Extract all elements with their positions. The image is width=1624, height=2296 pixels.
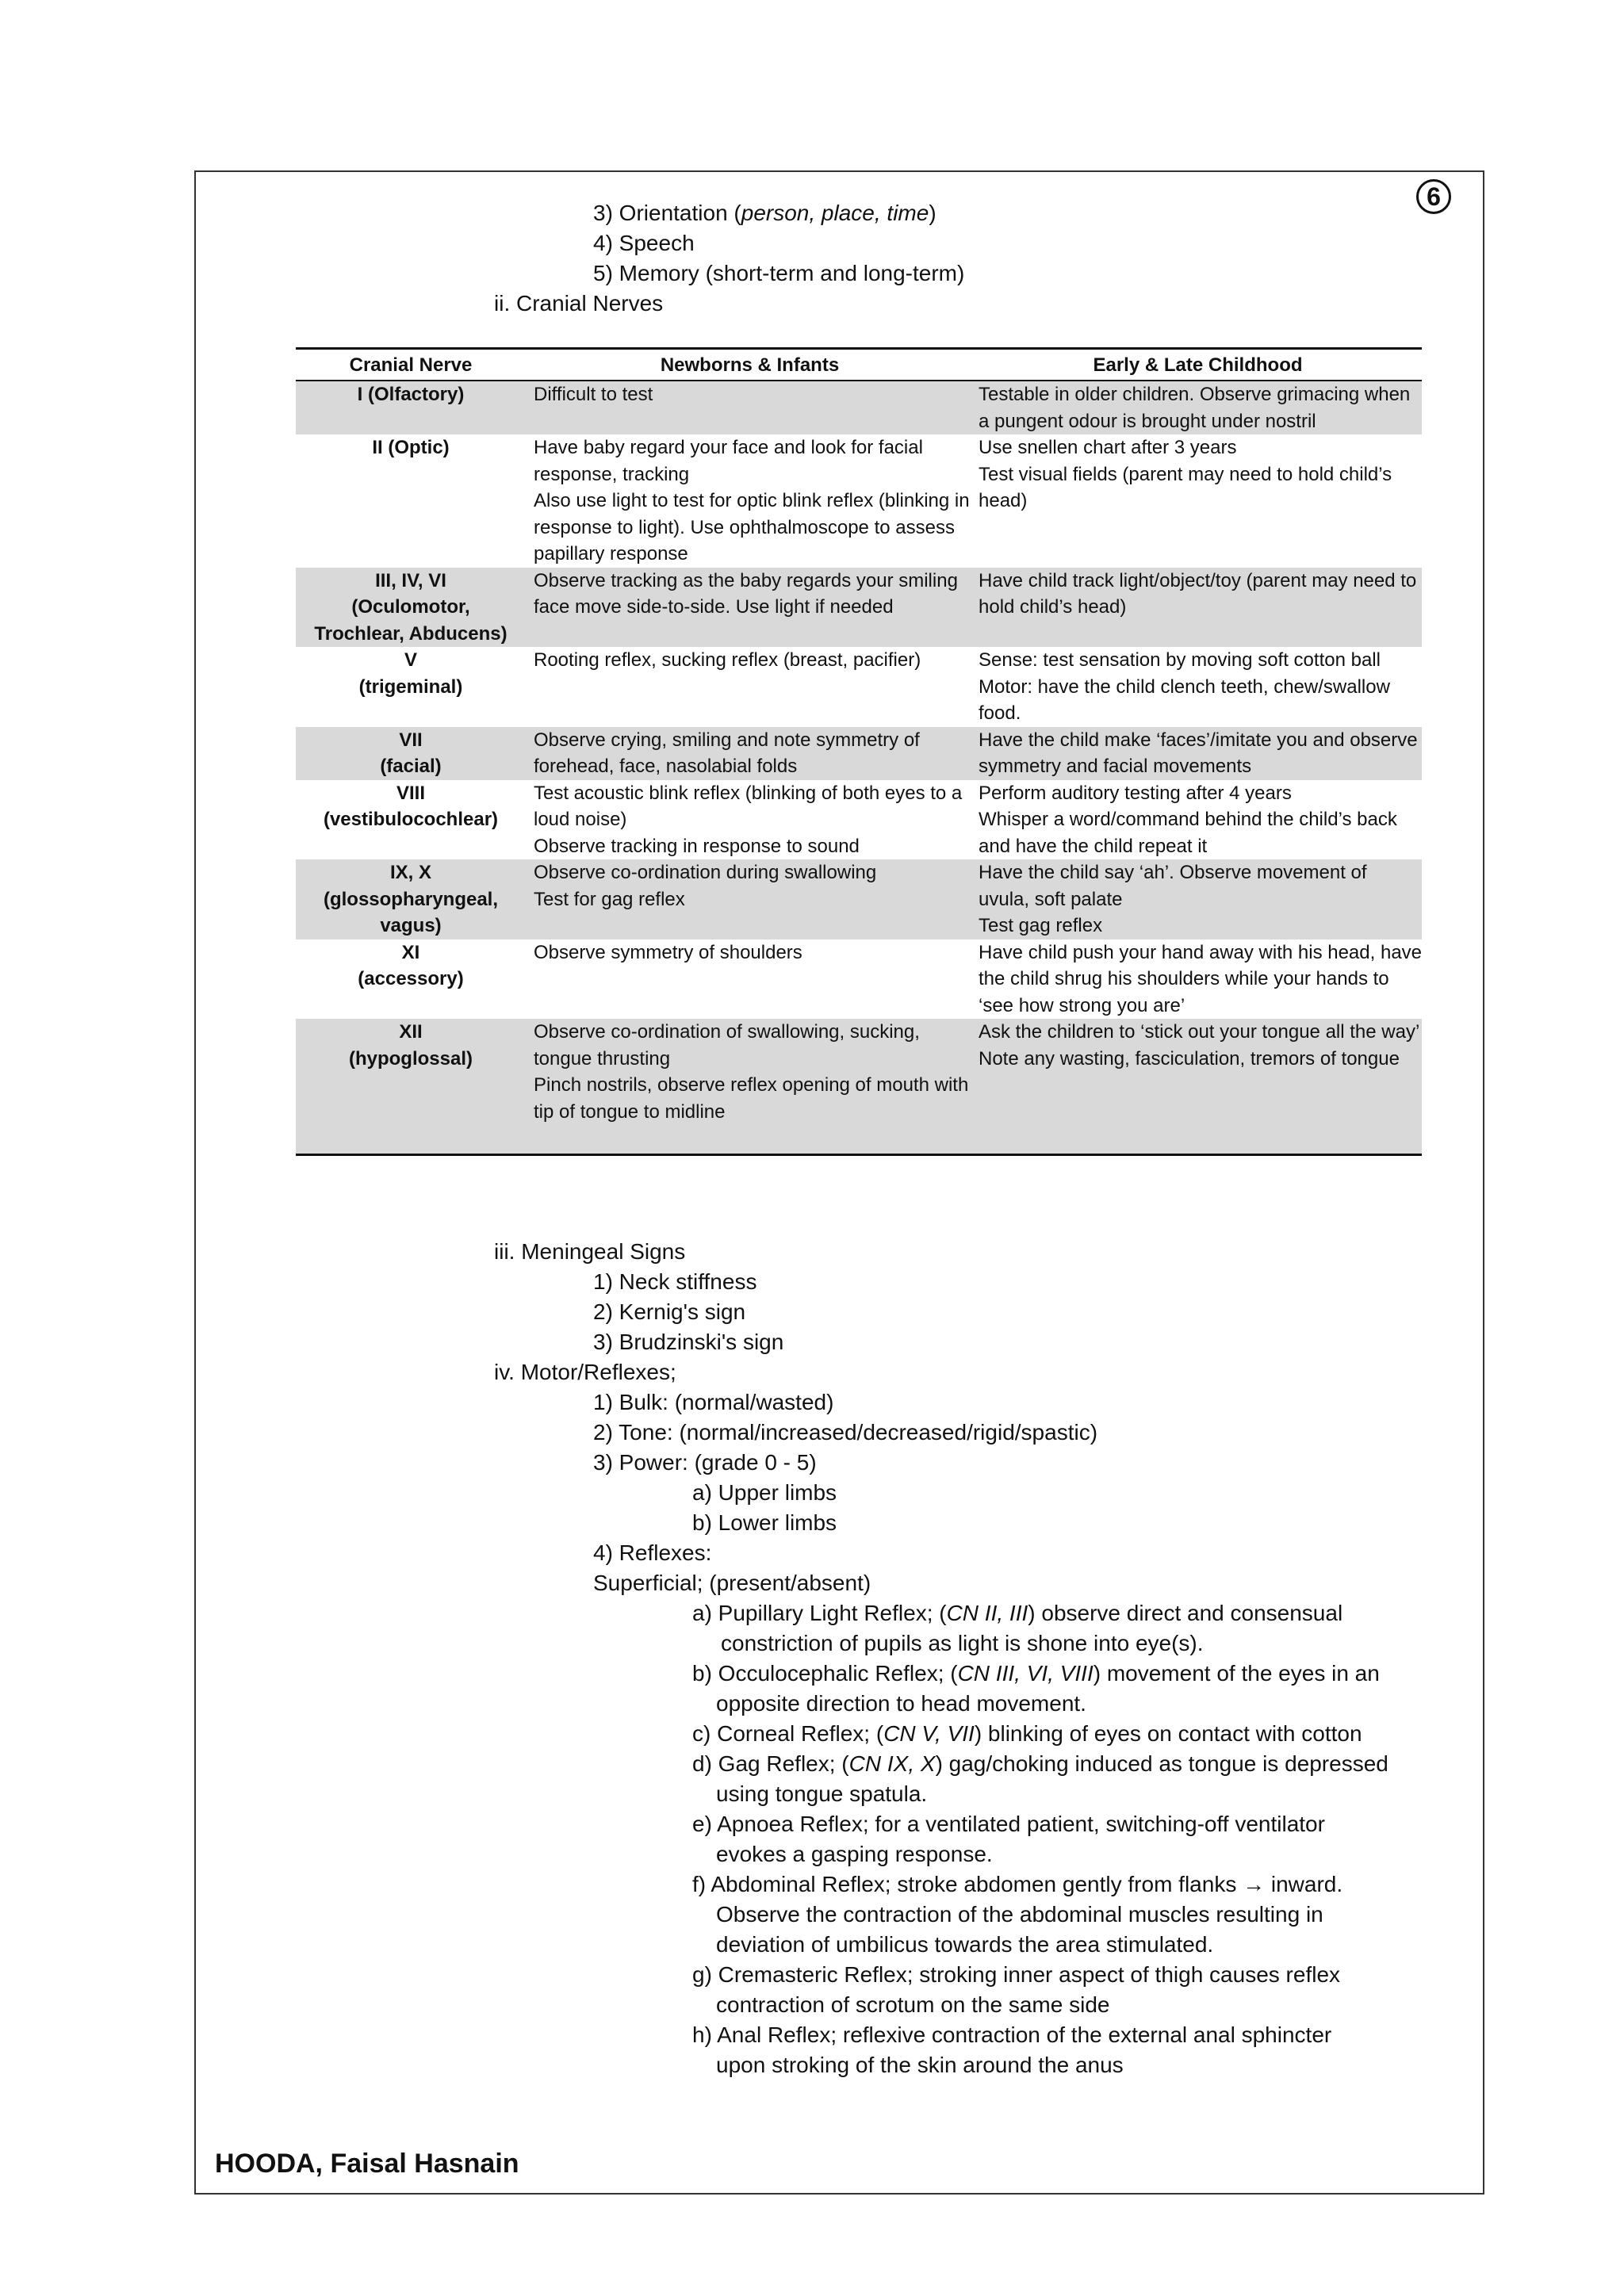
header-newborns-infants: Newborns & Infants xyxy=(526,349,974,381)
child-cell: Sense: test sensation by moving soft cotton ball Motor: have the child clench teeth, chew/swallow food. xyxy=(979,649,1390,724)
child-cell: Have child push your hand away with his head, have the child shrug his shoulders while your hands to ‘see how strong you are’ xyxy=(979,941,1423,1016)
child-cell: Have the child make ‘faces’/imitate you and observe symmetry and facial movements xyxy=(974,727,1422,780)
list-item: 1) Neck stiffness xyxy=(593,1269,757,1294)
table-row xyxy=(296,939,1422,1020)
list-item: 4) Reflexes: xyxy=(593,1540,712,1565)
table-row xyxy=(296,647,1422,727)
child-cell: Use snellen chart after 3 years Test visual fields (parent may need to hold child’s head) xyxy=(979,437,1392,511)
infant-cell: Test acoustic blink reflex (blinking of both eyes to a loud noise) Observe tracking in response to sound xyxy=(534,782,963,857)
list-item: b) Lower limbs xyxy=(692,1510,837,1535)
list-item: 3) Power: (grade 0 - 5) xyxy=(593,1450,817,1475)
table-row xyxy=(296,727,1422,780)
reflex-item: b) Occulocephalic Reflex; (CN III, VI, VIII) movement of the eyes in an xyxy=(692,1661,1380,1686)
child-cell: Ask the children to ‘stick out your tongue all the way’ Note any wasting, fasciculation, tremors of tongue xyxy=(974,1019,1422,1155)
nerve-cell: XI (accessory) xyxy=(358,941,464,989)
child-cell: Perform auditory testing after 4 years Whisper a word/command behind the child’s back and have the child repeat it xyxy=(979,782,1397,857)
page-number-badge: 6 xyxy=(1416,179,1451,214)
author-name: HOODA, Faisal Hasnain xyxy=(215,2149,519,2179)
nerve-cell: VIII (vestibulocochlear) xyxy=(323,782,499,830)
table-row xyxy=(296,780,1422,860)
reflex-item: h) Anal Reflex; reflexive contraction of the external anal sphincter xyxy=(692,2022,1332,2047)
cranial-nerve-table xyxy=(296,347,1422,1156)
table-row xyxy=(296,434,1422,568)
reflex-item: f) Abdominal Reflex; stroke abdomen gently from flanks → inward. xyxy=(692,1872,1343,1896)
reflex-item: c) Corneal Reflex; (CN V, VII) blinking of eyes on contact with cotton xyxy=(692,1721,1362,1746)
list-item: 2) Tone: (normal/increased/decreased/rigid/spastic) xyxy=(593,1420,1098,1445)
speech-item: 4) Speech xyxy=(593,231,695,255)
nerve-cell: IX, X (glossopharyngeal, vagus) xyxy=(296,859,526,939)
nerve-cell: II (Optic) xyxy=(372,437,450,458)
nerve-cell: XII (hypoglossal) xyxy=(296,1019,526,1155)
child-cell: Have the child say ‘ah’. Observe movement of uvula, soft palate Test gag reflex xyxy=(974,859,1422,939)
infant-cell: Have baby regard your face and look for facial response, tracking Also use light to test for optic blink reflex (blinking in response to light). Use ophthalmoscope to assess papillary response xyxy=(534,437,970,564)
meningeal-heading: iii. Meningeal Signs xyxy=(494,1239,686,1264)
infant-cell: Observe co-ordination of swallowing, sucking, tongue thrusting Pinch nostrils, observe reflex opening of mouth with tip of tongue to midline xyxy=(526,1019,974,1155)
reflex-item-continuation: Observe the contraction of the abdominal muscles resulting in xyxy=(716,1902,1323,1927)
infant-cell: Rooting reflex, sucking reflex (breast, pacifier) xyxy=(534,649,921,671)
child-cell: Testable in older children. Observe grimacing when a pungent odour is brought under nostril xyxy=(974,381,1422,434)
header-early-late-childhood: Early & Late Childhood xyxy=(974,349,1422,381)
reflex-item: e) Apnoea Reflex; for a ventilated patient, switching-off ventilator xyxy=(692,1812,1325,1836)
reflex-item-continuation: upon stroking of the skin around the anus xyxy=(716,2053,1124,2077)
reflex-item-continuation: constriction of pupils as light is shone into eye(s). xyxy=(721,1631,1204,1655)
list-item: 1) Bulk: (normal/wasted) xyxy=(593,1390,834,1414)
infant-cell: Observe tracking as the baby regards your smiling face move side-to-side. Use light if needed xyxy=(526,568,974,648)
reflex-item-continuation: evokes a gasping response. xyxy=(716,1842,993,1866)
nerve-cell: VII (facial) xyxy=(296,727,526,780)
header-cranial-nerve: Cranial Nerve xyxy=(296,349,526,381)
list-item: 2) Kernig's sign xyxy=(593,1299,746,1324)
orientation-item: 3) Orientation (person, place, time) xyxy=(593,201,936,225)
nerve-cell: III, IV, VI (Oculomotor, Trochlear, Abducens) xyxy=(296,568,526,648)
infant-cell: Observe crying, smiling and note symmetry of forehead, face, nasolabial folds xyxy=(526,727,974,780)
reflex-item-continuation: opposite direction to head movement. xyxy=(716,1691,1086,1716)
reflex-item-continuation: deviation of umbilicus towards the area stimulated. xyxy=(716,1932,1214,1957)
superficial-heading: Superficial; (present/absent) xyxy=(593,1571,871,1595)
reflex-item: d) Gag Reflex; (CN IX, X) gag/choking induced as tongue is depressed xyxy=(692,1751,1388,1776)
nerve-cell: V (trigeminal) xyxy=(358,649,463,698)
infant-cell: Observe co-ordination during swallowing Test for gag reflex xyxy=(526,859,974,939)
reflex-item-continuation: using tongue spatula. xyxy=(716,1781,928,1806)
list-item: 3) Brudzinski's sign xyxy=(593,1330,784,1354)
reflex-item-continuation: contraction of scrotum on the same side xyxy=(716,1992,1110,2017)
cranial-nerves-heading: ii. Cranial Nerves xyxy=(494,291,664,316)
list-item: a) Upper limbs xyxy=(692,1480,837,1505)
memory-item: 5) Memory (short-term and long-term) xyxy=(593,261,965,285)
reflex-item: a) Pupillary Light Reflex; (CN II, III) observe direct and consensual xyxy=(692,1601,1343,1625)
infant-cell: Observe symmetry of shoulders xyxy=(534,941,802,963)
infant-cell: Difficult to test xyxy=(526,381,974,434)
table-row xyxy=(296,1019,1422,1155)
nerve-cell: I (Olfactory) xyxy=(296,381,526,434)
table-row xyxy=(296,859,1422,939)
child-cell: Have child track light/object/toy (parent may need to hold child’s head) xyxy=(974,568,1422,648)
motor-heading: iv. Motor/Reflexes; xyxy=(494,1360,676,1384)
reflex-item: g) Cremasteric Reflex; stroking inner aspect of thigh causes reflex xyxy=(692,1962,1341,1987)
table-row xyxy=(296,568,1422,648)
table-header-row xyxy=(296,349,1422,381)
table-row xyxy=(296,381,1422,434)
